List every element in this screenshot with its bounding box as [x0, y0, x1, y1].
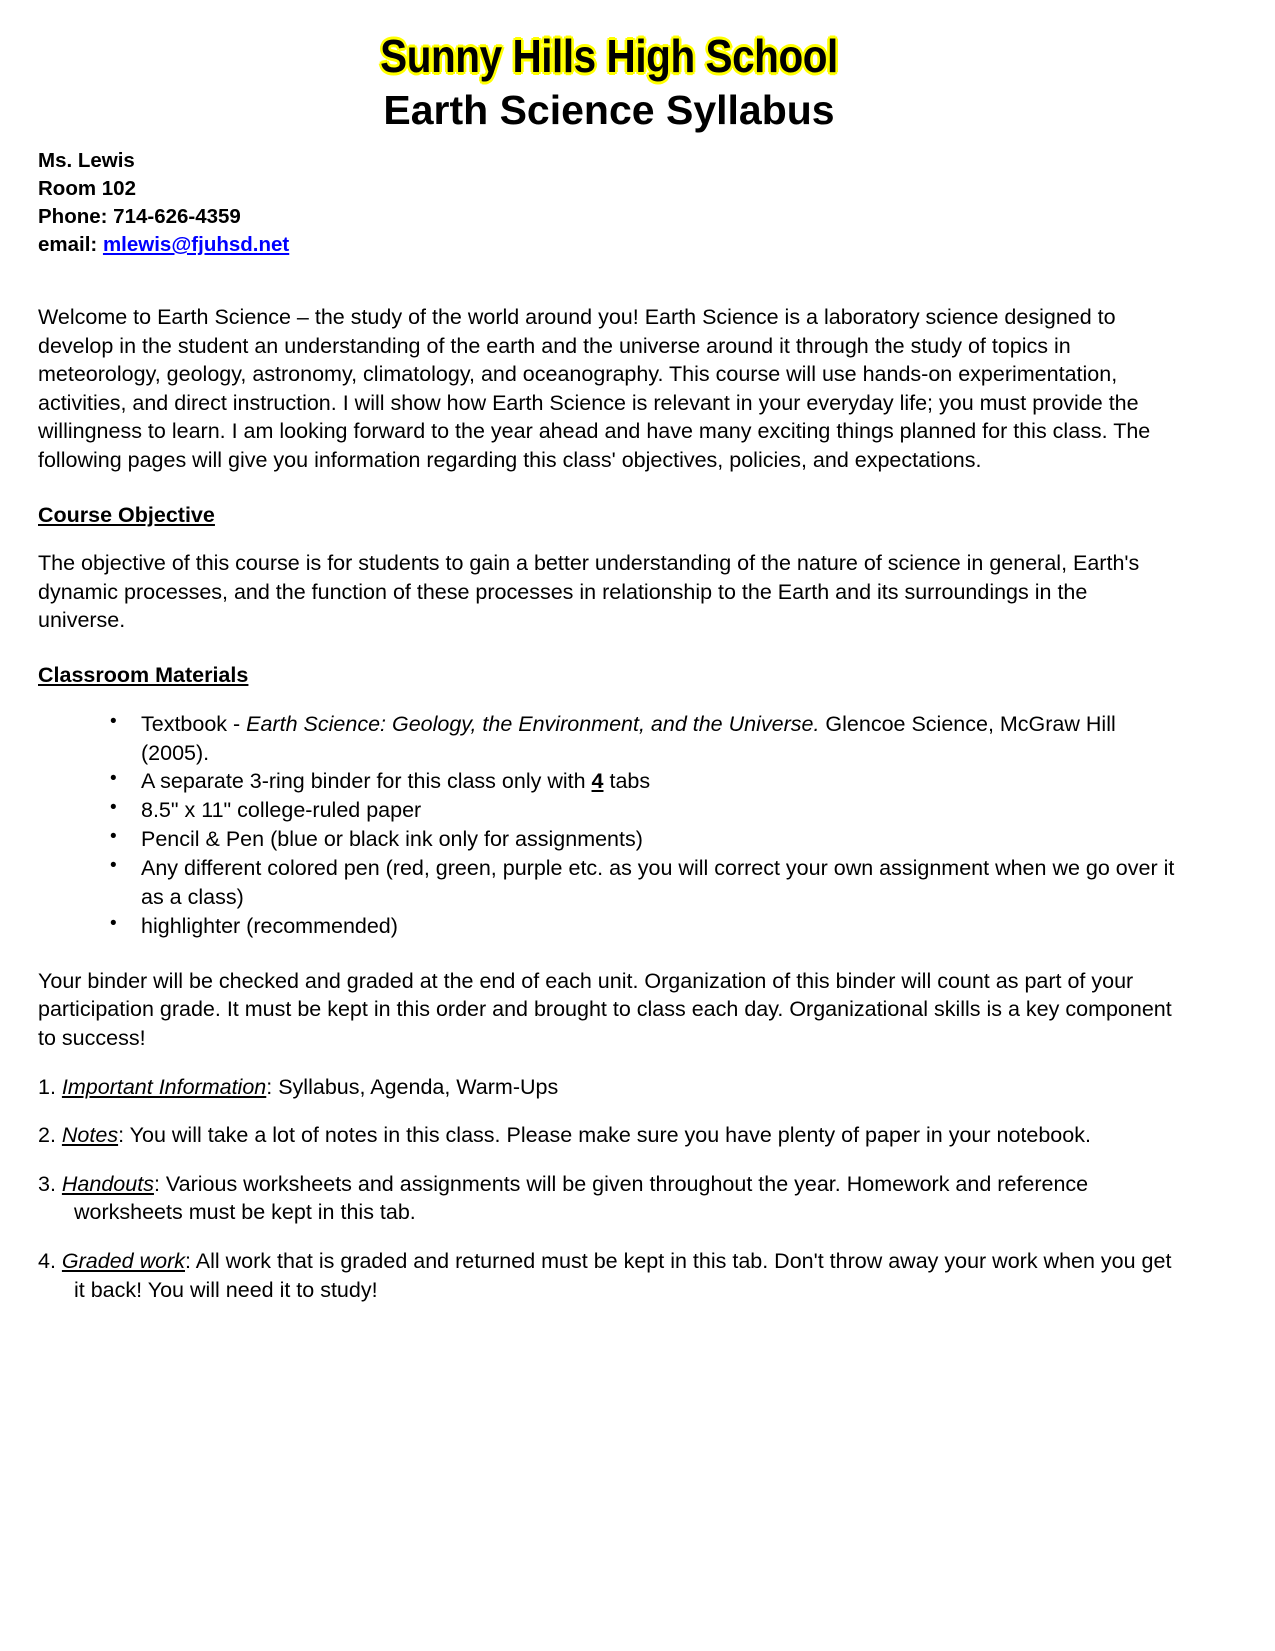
list-item: • 8.5" x 11" college-ruled paper: [38, 796, 1180, 825]
spacer: [38, 690, 1180, 710]
binder-tab-item: [38, 1121, 1180, 1150]
materials-item-prefix: Textbook -: [141, 711, 247, 736]
list-marker: 3.: [38, 1171, 62, 1196]
classroom-materials-list: [38, 710, 1180, 941]
phone-number: Phone: 714-626-4359: [38, 204, 241, 228]
list-item: [38, 710, 1180, 768]
spacer: [38, 475, 1180, 501]
spacer: [38, 1150, 1180, 1170]
binder-tab-item: [38, 1170, 1180, 1227]
binder-tab-description: : Various worksheets and assignments will be given throughout the year. Homework and reference worksheets must be kept in this tab.: [74, 1171, 1089, 1225]
binder-tab-label: Graded work: [61, 1249, 185, 1274]
spacer: [38, 635, 1180, 661]
email-label: email:: [38, 233, 103, 256]
spacer: [38, 1227, 1180, 1247]
binder-tab-description: : All work that is graded and returned must be kept in this tab. Don't throw away your work when you get it back! You will need it to study!: [74, 1249, 1172, 1302]
binder-tab-label: Important Information: [61, 1074, 267, 1099]
tab-count-emphasis: 4: [591, 769, 604, 794]
binder-tab-label: Handouts: [61, 1171, 154, 1196]
list-item: • highlighter (recommended): [38, 912, 1180, 941]
school-name-title: Sunny Hills High School: [380, 30, 838, 82]
binder-note-paragraph: Your binder will be checked and graded at the end of each unit. Organization of this binder will count as part of your participation grade. It must be kept in this order and brought to class each day. Organizational skills is a key component to success!: [38, 968, 1172, 1051]
spacer: [38, 1101, 1180, 1121]
binder-tab-label: Notes: [61, 1123, 119, 1148]
intro-paragraph: Welcome to Earth Science – the study of the world around you! Earth Science is a laboratory science designed to develop in the student an understanding of the earth and the universe around it through the study of topics in meteorology, geology, astronomy, climatology, and oceanography. This course will use hands-on experimentation, activities, and direct instruction. I will show how Earth Science is relevant in your everyday life; you must provide the willingness to learn. I am looking forward to the year ahead and have many exciting things planned for this class. The following pages will give you information regarding this class' objectives, policies, and expectations.: [38, 305, 1151, 473]
binder-tab-item: [38, 1073, 1180, 1102]
spacer: [38, 529, 1180, 549]
page-title: Earth Science Syllabus: [383, 86, 835, 133]
materials-item-prefix: A separate 3-ring binder for this class only with: [141, 769, 592, 794]
spacer: [38, 941, 1180, 967]
email-line: [38, 231, 1180, 259]
spacer: [38, 1053, 1180, 1073]
materials-item-suffix: Glencoe Science, McGraw Hill (2005).: [141, 711, 1116, 765]
binder-tab-description: : Syllabus, Agenda, Warm-Ups: [266, 1074, 559, 1099]
spacer: [38, 259, 1180, 303]
materials-item-suffix: tabs: [603, 769, 651, 794]
heading-classroom-materials: Classroom Materials: [38, 663, 249, 688]
binder-tab-description: : You will take a lot of notes in this class. Please make sure you have plenty of paper in your notebook.: [118, 1123, 1091, 1148]
course-objective-paragraph: The objective of this course is for students to gain a better understanding of the nature of science in general, Earth's dynamic processes, and the function of these processes in relationship to the Earth and its surroundings in the universe.: [38, 551, 1140, 633]
list-item: • Any different colored pen (red, green, purple etc. as you will correct your own assignment when we go over it as a class): [38, 854, 1180, 912]
textbook-title: Earth Science: Geology, the Environment, and the Universe.: [246, 711, 826, 736]
email-link[interactable]: mlewis@fjuhsd.net: [102, 233, 290, 256]
list-marker: 4.: [38, 1249, 62, 1274]
heading-course-objective: Course Objective: [38, 502, 215, 527]
list-item: [38, 767, 1180, 796]
list-marker: 2.: [38, 1123, 62, 1148]
binder-tab-item: [38, 1247, 1180, 1304]
teacher-name: Ms. Lewis: [38, 148, 135, 172]
teacher-contact-block: [38, 147, 1180, 259]
room-number: Room 102: [38, 176, 136, 200]
list-item: • Pencil & Pen (blue or black ink only for assignments): [38, 825, 1180, 854]
list-marker: 1.: [38, 1074, 62, 1099]
